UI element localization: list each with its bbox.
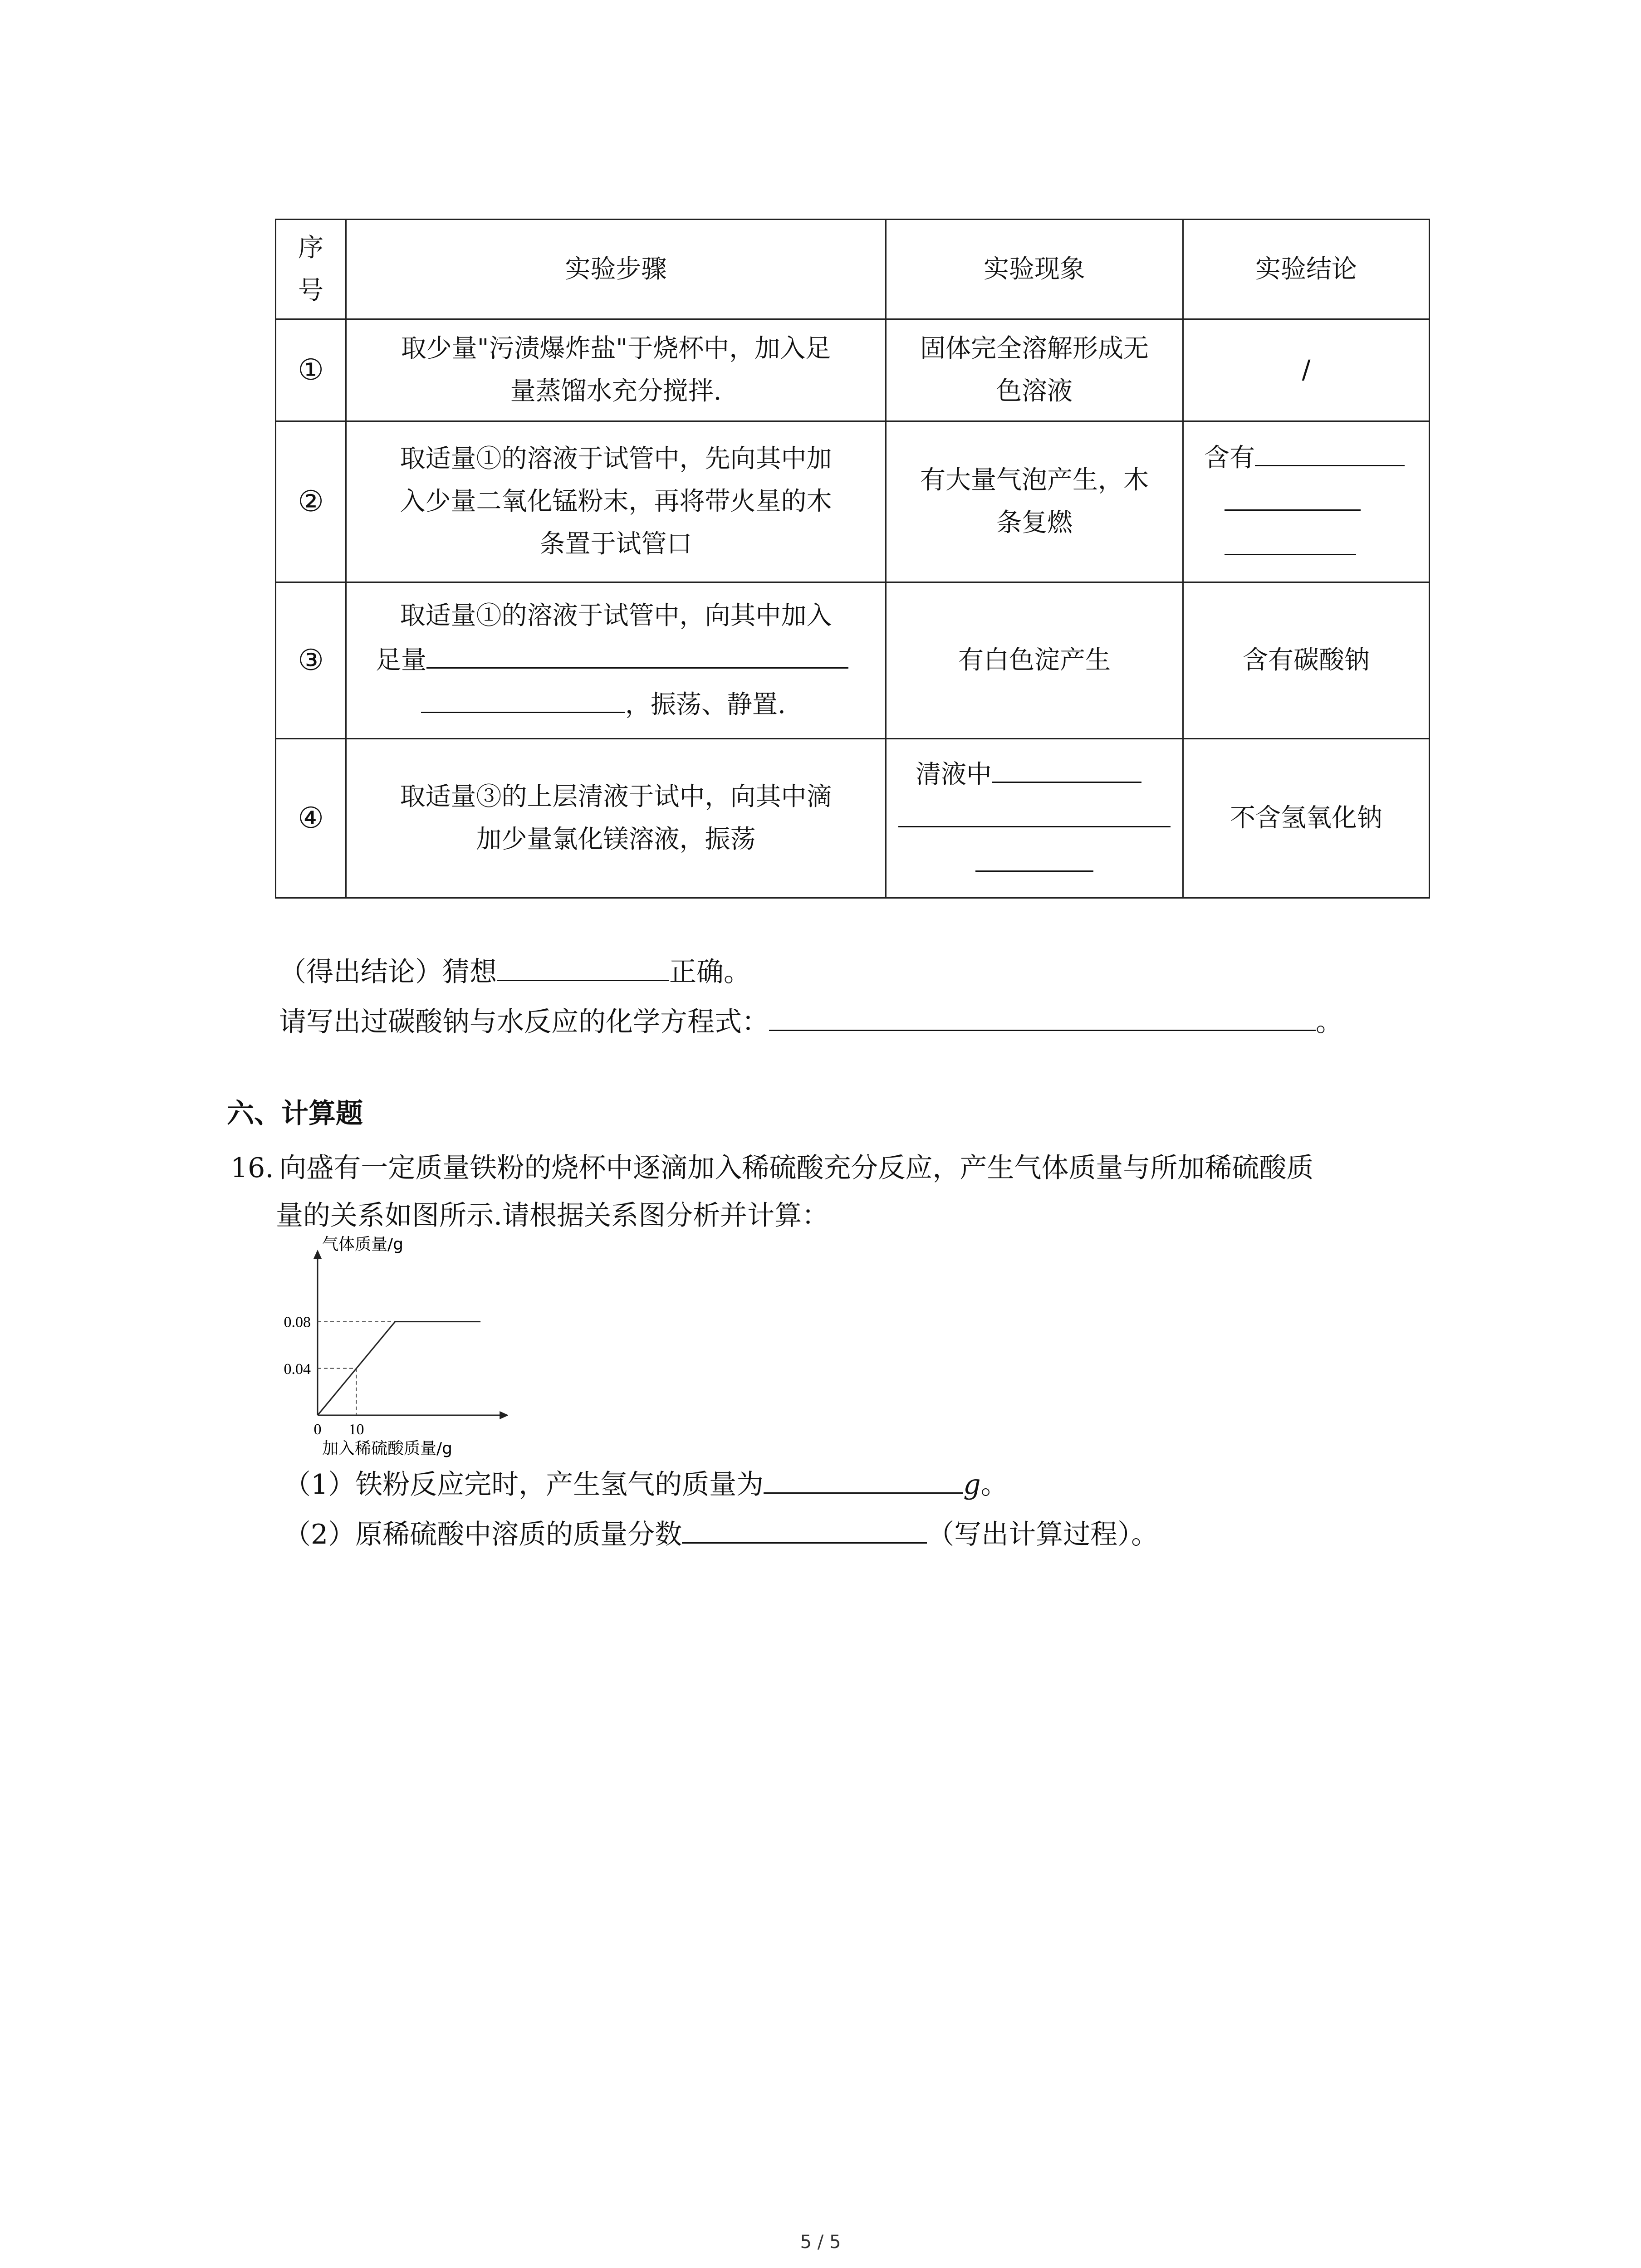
header-conclusion: 实验结论 bbox=[1183, 220, 1430, 319]
header-seq bbox=[276, 220, 346, 319]
gas-mass-chart bbox=[254, 1225, 508, 1461]
step-line: 条置于试管口 bbox=[539, 529, 692, 559]
row-step bbox=[346, 421, 886, 582]
step-line: 入少量二氧化锰粉末，再将带火星的木 bbox=[400, 487, 832, 516]
row-seq: ② bbox=[276, 421, 346, 582]
subquestion-2-text: （2）原稀硫酸中溶质的质量分数 bbox=[284, 1519, 682, 1550]
conclusion-line bbox=[279, 953, 751, 990]
equation-line bbox=[279, 1002, 1343, 1040]
row-conclusion: 含有碳酸钠 bbox=[1183, 582, 1430, 739]
row-step bbox=[346, 582, 886, 739]
answer-blank[interactable] bbox=[898, 796, 1171, 827]
answer-blank[interactable] bbox=[497, 953, 669, 981]
conclusion-suffix: 正确。 bbox=[669, 956, 751, 988]
answer-blank[interactable] bbox=[975, 841, 1093, 872]
question-text: 向盛有一定质量铁粉的烧杯中逐滴加入稀硫酸充分反应，产生气体质量与所加稀硫酸质 bbox=[279, 1152, 1314, 1184]
equation-suffix: 。 bbox=[1316, 1006, 1343, 1038]
x-tick-label: 0 bbox=[314, 1421, 322, 1438]
header-seq-line: 序 bbox=[298, 233, 323, 263]
question-number: 16. bbox=[230, 1152, 274, 1184]
answer-blank[interactable] bbox=[426, 637, 848, 669]
row-seq: ④ bbox=[276, 739, 346, 898]
chart-xlabel: 加入稀硫酸质量/g bbox=[322, 1439, 452, 1458]
chart-axes bbox=[284, 1250, 509, 1438]
table-row bbox=[276, 582, 1430, 739]
step-line: 取适量③的上层清液于试中，向其中滴 bbox=[400, 782, 832, 811]
step-line: ，振荡、静置. bbox=[625, 690, 786, 719]
subquestion-2 bbox=[284, 1515, 1158, 1553]
step-line: 量蒸馏水充分搅拌. bbox=[510, 376, 722, 406]
answer-blank[interactable] bbox=[421, 682, 625, 713]
step-line: 取适量①的溶液于试管中，向其中加入 bbox=[400, 601, 832, 631]
table-header-row bbox=[276, 220, 1430, 319]
answer-blank[interactable] bbox=[1255, 435, 1405, 466]
row-phenomenon bbox=[886, 319, 1183, 421]
row-phenomenon: 有白色淀产生 bbox=[886, 582, 1183, 739]
row-phenomenon bbox=[886, 421, 1183, 582]
unit-label: g bbox=[963, 1469, 981, 1501]
row-step bbox=[346, 319, 886, 421]
header-phenomenon: 实验现象 bbox=[886, 220, 1183, 319]
series-line bbox=[318, 1322, 480, 1415]
answer-blank[interactable] bbox=[1225, 524, 1356, 555]
question-line bbox=[230, 1150, 1313, 1186]
y-tick-label: 0.08 bbox=[284, 1314, 311, 1331]
chart-ylabel: 气体质量/g bbox=[322, 1235, 403, 1254]
row-seq: ① bbox=[276, 319, 346, 421]
chart-marks bbox=[318, 1322, 480, 1415]
section-title: 六、计算题 bbox=[227, 1098, 363, 1129]
header-seq-line: 号 bbox=[298, 275, 323, 305]
conclusion-prefix: （得出结论）猜想 bbox=[279, 956, 497, 988]
phenomenon-line: 条复燃 bbox=[996, 508, 1073, 538]
table-row bbox=[276, 319, 1430, 421]
subquestion-1 bbox=[284, 1465, 1008, 1503]
step-line: 足量 bbox=[376, 645, 426, 675]
step-line: 取少量"污渍爆炸盐"于烧杯中，加入足 bbox=[401, 334, 831, 363]
phenomenon-line: 色溶液 bbox=[996, 376, 1073, 406]
y-tick-label: 0.04 bbox=[284, 1360, 311, 1378]
row-conclusion: 不含氢氧化钠 bbox=[1183, 739, 1430, 898]
page-number: 5 / 5 bbox=[800, 2232, 841, 2253]
header-step: 实验步骤 bbox=[346, 220, 886, 319]
phenomenon-prefix: 清液中 bbox=[916, 760, 992, 789]
answer-blank[interactable] bbox=[769, 1002, 1316, 1031]
x-tick-label: 10 bbox=[348, 1421, 364, 1438]
answer-blank[interactable] bbox=[764, 1465, 963, 1494]
y-axis-arrow bbox=[314, 1250, 322, 1259]
subquestion-1-end: 。 bbox=[980, 1469, 1008, 1501]
row-step bbox=[346, 739, 886, 898]
answer-blank[interactable] bbox=[1225, 479, 1361, 511]
answer-blank[interactable] bbox=[682, 1515, 927, 1544]
table-row bbox=[276, 421, 1430, 582]
x-axis-arrow bbox=[500, 1411, 508, 1419]
answer-blank[interactable] bbox=[992, 752, 1141, 783]
row-conclusion bbox=[1183, 421, 1430, 582]
subquestion-2-suffix: （写出计算过程）。 bbox=[927, 1519, 1159, 1550]
step-line: 加少量氯化镁溶液，振荡 bbox=[476, 825, 756, 854]
row-phenomenon bbox=[886, 739, 1183, 898]
experiment-table bbox=[275, 219, 1429, 897]
phenomenon-line: 有大量气泡产生，木 bbox=[920, 465, 1149, 495]
subquestion-1-text: （1）铁粉反应完时，产生氢气的质量为 bbox=[284, 1469, 764, 1501]
row-seq: ③ bbox=[276, 582, 346, 739]
conclusion-prefix: 含有 bbox=[1204, 443, 1255, 473]
question-line: 量的关系如图所示.请根据关系图分析并计算： bbox=[276, 1200, 829, 1232]
phenomenon-line: 固体完全溶解形成无 bbox=[920, 334, 1149, 363]
row-conclusion: / bbox=[1183, 319, 1430, 421]
step-line: 取适量①的溶液于试管中，先向其中加 bbox=[400, 444, 832, 474]
equation-prefix: 请写出过碳酸钠与水反应的化学方程式： bbox=[279, 1006, 769, 1038]
table-row bbox=[276, 739, 1430, 898]
